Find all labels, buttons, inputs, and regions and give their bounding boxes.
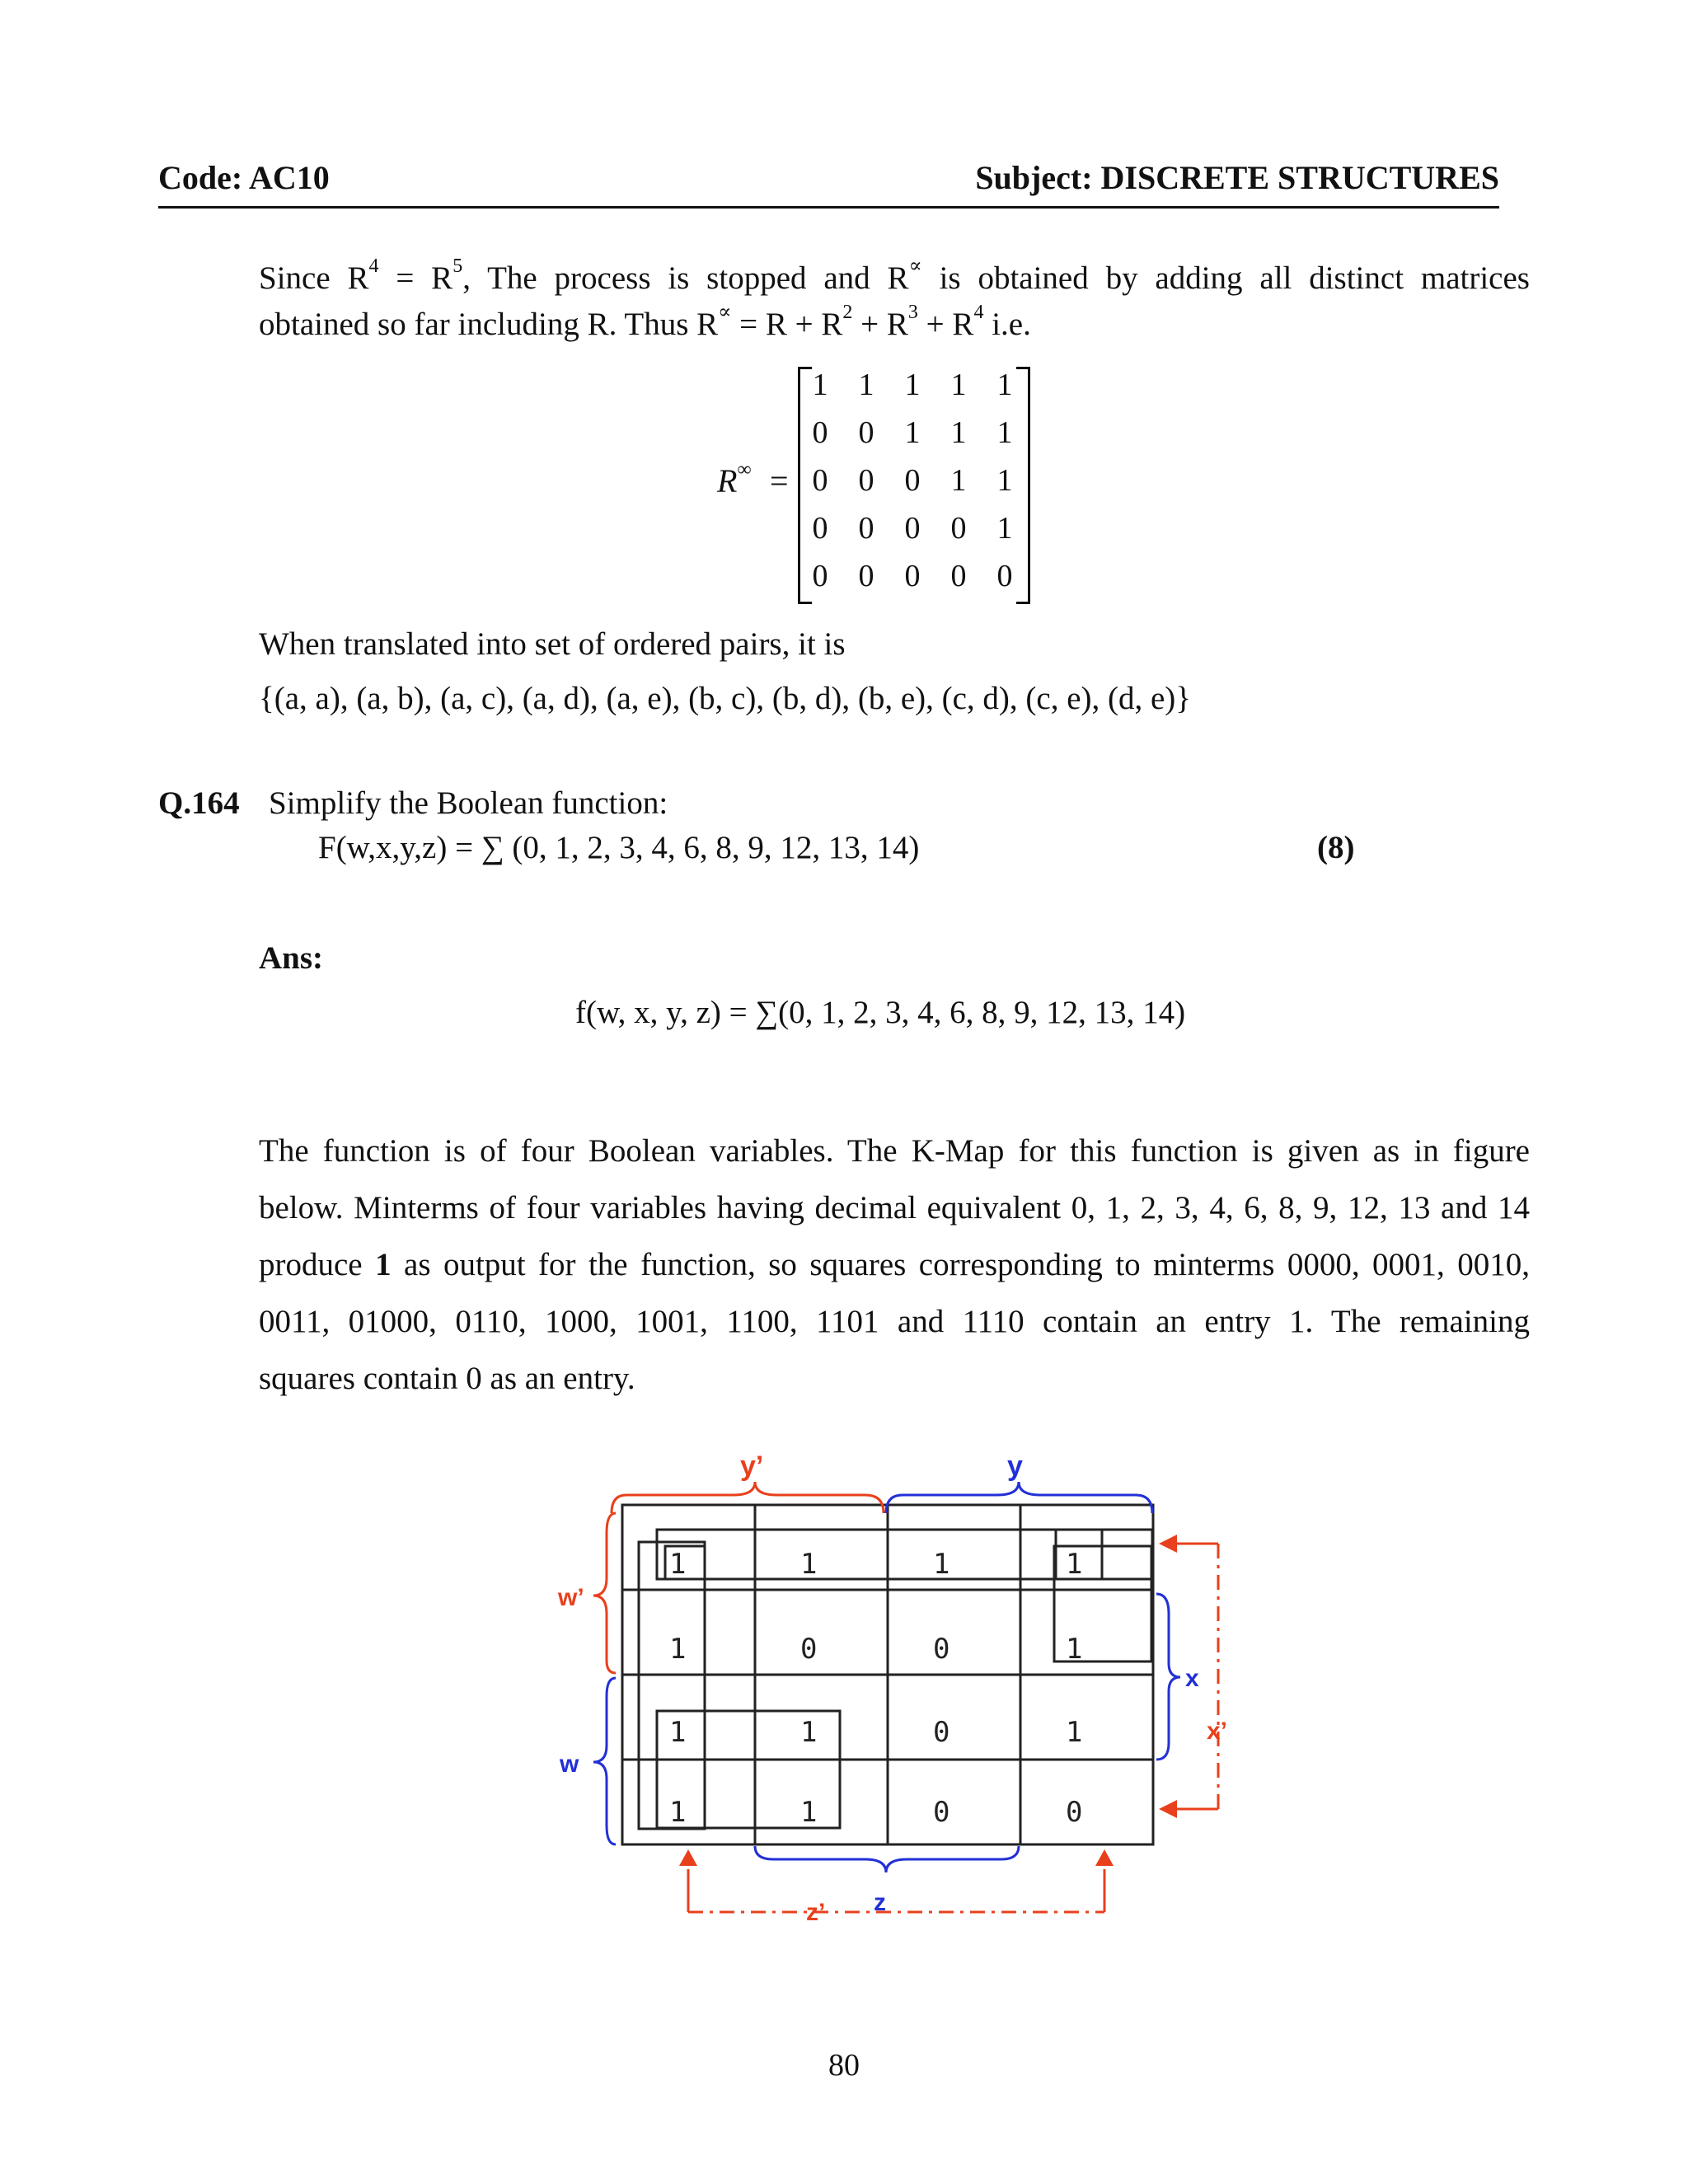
kmap-cell-value: 0 <box>933 1633 950 1666</box>
matrix-equals: = <box>770 462 789 499</box>
z-label: z <box>874 1889 886 1916</box>
matrix-cell: 0 <box>812 415 828 450</box>
kmap-cell-value: 0 <box>1066 1796 1083 1829</box>
header-code: Code: AC10 <box>158 159 330 196</box>
kmap-cell-value: 1 <box>669 1548 687 1581</box>
group-first-column <box>639 1542 705 1829</box>
intro-line-2: obtained so far including R. Thus $R^\propto = R + R^2 + R^3 + R^4$ i.e. <box>259 302 1031 342</box>
matrix-cell: 1 <box>950 463 967 498</box>
x-label: x <box>1185 1665 1199 1692</box>
matrix-cell: 1 <box>904 415 921 450</box>
matrix-label: R∞ <box>717 458 752 499</box>
kmap-cell-value: 1 <box>933 1548 950 1581</box>
matrix-cell: 0 <box>996 559 1013 593</box>
question-marks: (8) <box>1317 830 1355 865</box>
z-prime-marker <box>679 1849 1114 1912</box>
header-subject: Subject: DISCRETE STRUCTURES <box>975 159 1499 196</box>
answer-formula: f(w, x, y, z) = ∑(0, 1, 2, 3, 4, 6, 8, 9, 12, 13, 14) <box>575 995 1186 1030</box>
explanation-line-2: below. Minterms of four variables having decimal equivalent 0, 1, 2, 3, 4, 6, 8, 9, 12, 13 and 14 <box>259 1190 1530 1226</box>
kmap-cell-value: 0 <box>933 1716 950 1749</box>
matrix-cell: 1 <box>996 511 1013 546</box>
kmap-cell-value: 1 <box>1066 1548 1083 1581</box>
x-brace <box>1156 1594 1180 1760</box>
matrix-cell: 0 <box>904 559 921 593</box>
z-prime-arrow-left <box>679 1849 697 1866</box>
kmap-cell-value: 0 <box>933 1796 950 1829</box>
question-number: Q.164 <box>158 785 240 821</box>
w-brace <box>593 1678 616 1844</box>
explanation-line-1: The function is of four Boolean variables. The K-Map for this function is given as in figure <box>259 1133 1530 1169</box>
kmap-cell-value: 1 <box>669 1633 687 1666</box>
matrix-cell: 1 <box>950 415 967 450</box>
kmap-cell-value: 1 <box>800 1548 818 1581</box>
matrix-cell: 0 <box>904 511 921 546</box>
kmap-cell-value: 1 <box>1066 1716 1083 1749</box>
y-label: y <box>1007 1451 1023 1482</box>
matrix-cell: 1 <box>950 368 967 402</box>
kmap-cell-value: 0 <box>800 1633 818 1666</box>
matrix-cell: 1 <box>904 368 921 402</box>
kmap-cell-value: 1 <box>800 1796 818 1829</box>
explanation-line-4: 0011, 01000, 0110, 1000, 1001, 1100, 1101 and 1110 contain an entry 1. The remaining <box>259 1304 1530 1339</box>
matrix-cell: 0 <box>904 463 921 498</box>
x-prime-arrow-top <box>1159 1535 1177 1553</box>
kmap-cell-value: 1 <box>1066 1633 1083 1666</box>
matrix-cell: 0 <box>858 559 874 593</box>
w-prime-label: w’ <box>558 1584 584 1611</box>
z-brace <box>755 1846 1019 1872</box>
matrix-cell: 1 <box>996 415 1013 450</box>
matrix-cell: 0 <box>950 559 967 593</box>
explanation-line-3: produce 1 as output for the function, so squares corresponding to minterms 0000, 0001, 0010, <box>259 1247 1530 1282</box>
question-text: Simplify the Boolean function: <box>269 785 668 821</box>
pairs-set: {(a, a), (a, b), (a, c), (a, d), (a, e), (b, c), (b, d), (b, e), (c, d), (c, e), (d, e)} <box>259 681 1191 716</box>
x-prime-arrow-bottom <box>1159 1800 1177 1818</box>
matrix-cell: 1 <box>996 463 1013 498</box>
matrix-cell: 0 <box>858 415 874 450</box>
y-prime-label: y’ <box>740 1451 764 1482</box>
matrix-cell: 0 <box>858 511 874 546</box>
answer-label: Ans: <box>259 940 324 976</box>
kmap-cell-value: 1 <box>669 1716 687 1749</box>
kmap-cell-value: 1 <box>669 1796 687 1829</box>
matrix-cell: 0 <box>812 559 828 593</box>
pairs-intro: When translated into set of ordered pairs, it is <box>259 626 846 662</box>
w-label: w <box>560 1750 579 1778</box>
matrix-cell: 0 <box>858 463 874 498</box>
x-prime-label: x’ <box>1207 1718 1228 1745</box>
kmap-cell-value: 1 <box>800 1716 818 1749</box>
explanation-line-5: squares contain 0 as an entry. <box>259 1361 635 1396</box>
matrix-cell: 0 <box>812 463 828 498</box>
matrix-cell: 0 <box>950 511 967 546</box>
matrix-cell: 1 <box>812 368 828 402</box>
question-function: F(w,x,y,z) = ∑ (0, 1, 2, 3, 4, 6, 8, 9, 12, 13, 14) <box>318 830 920 865</box>
matrix-cell: 0 <box>812 511 828 546</box>
z-prime-arrow-right <box>1095 1849 1114 1866</box>
y-prime-brace <box>612 1482 884 1513</box>
page-number: 80 <box>828 2048 860 2083</box>
matrix-cell: 1 <box>858 368 874 402</box>
z-prime-label: z’ <box>806 1899 826 1926</box>
w-prime-brace <box>593 1513 616 1673</box>
matrix-cell: 1 <box>996 368 1013 402</box>
intro-line-1: Since $R^4 = R^5$, The process is stopped and R∝ is obtained by adding all distinct matrices <box>259 255 1530 296</box>
